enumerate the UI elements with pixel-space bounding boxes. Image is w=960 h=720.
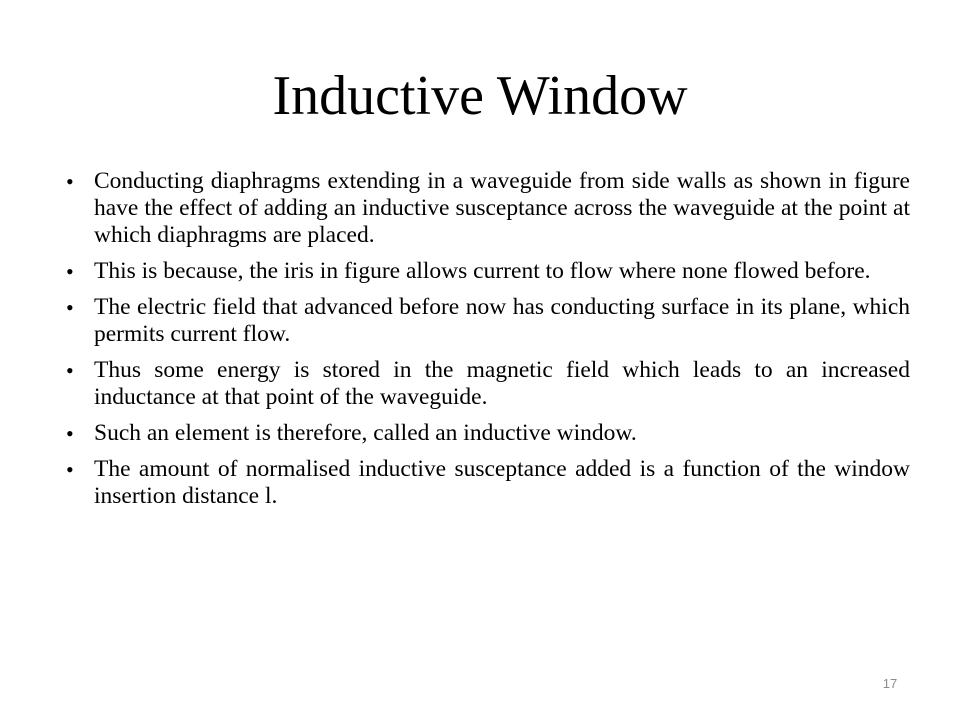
bullet-item bbox=[66, 168, 910, 249]
bullet-item bbox=[66, 456, 910, 510]
bullet-item bbox=[66, 420, 910, 447]
page-number: 17 bbox=[882, 676, 898, 691]
bullet-list bbox=[66, 168, 910, 519]
bullet-symbol: • bbox=[66, 169, 74, 194]
bullet-text: Such an element is therefore, called an inductive window. bbox=[94, 420, 637, 446]
bullet-item bbox=[66, 258, 910, 285]
bullet-text: The amount of normalised inductive susceptance added is a function of the window insertion distance l. bbox=[94, 456, 910, 509]
bullet-item bbox=[66, 357, 910, 411]
slide-title: Inductive Window bbox=[272, 65, 688, 127]
bullet-item bbox=[66, 294, 910, 348]
bullet-symbol: • bbox=[66, 358, 74, 383]
bullet-text: The electric field that advanced before now has conducting surface in its plane, which permits current flow. bbox=[94, 294, 910, 347]
bullet-symbol: • bbox=[66, 295, 74, 320]
bullet-text: Conducting diaphragms extending in a waveguide from side walls as shown in figure have the effect of adding an inductive susceptance across the waveguide at the point at which diaphragms are placed. bbox=[94, 168, 910, 248]
bullet-symbol: • bbox=[66, 259, 74, 284]
bullet-symbol: • bbox=[66, 457, 74, 482]
bullet-symbol: • bbox=[66, 421, 74, 446]
bullet-text: This is because, the iris in figure allows current to flow where none flowed before. bbox=[94, 258, 871, 284]
bullet-text: Thus some energy is stored in the magnetic field which leads to an increased inductance at that point of the waveguide. bbox=[94, 357, 910, 410]
